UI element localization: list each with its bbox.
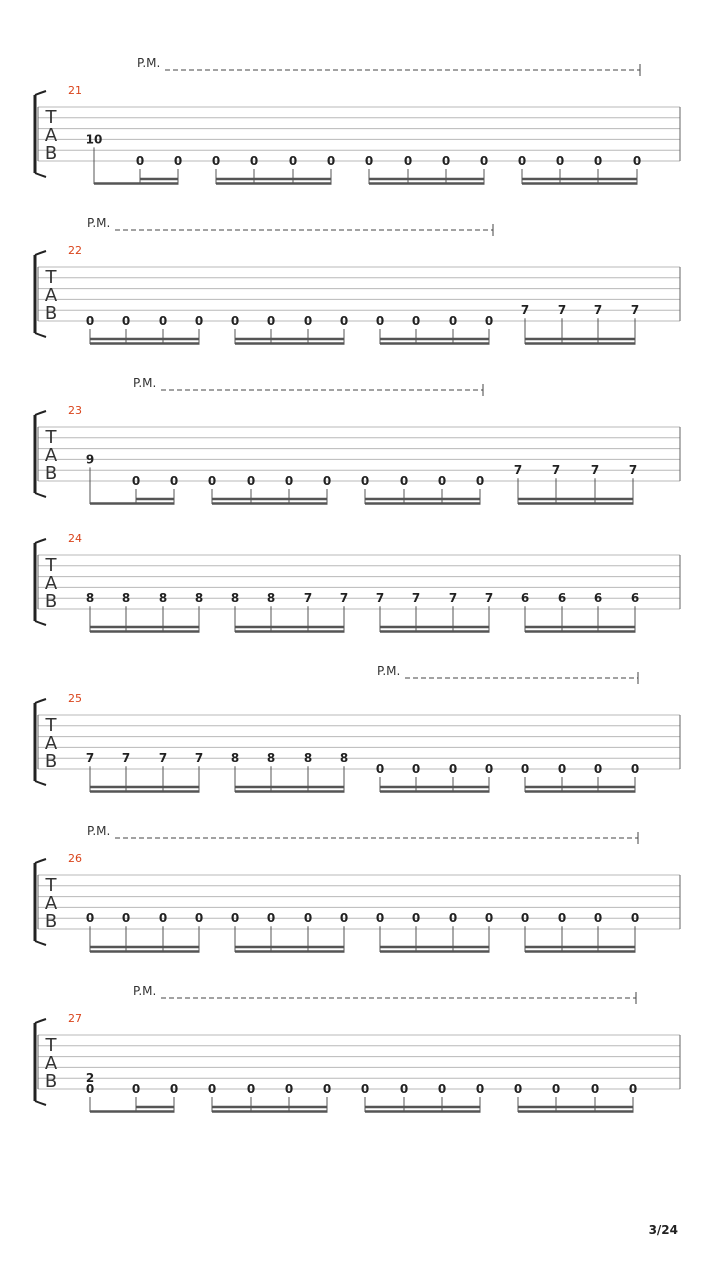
fret-number: 7: [590, 463, 600, 478]
fret-number: 0: [441, 154, 451, 168]
fret-number: 0: [284, 474, 294, 488]
fret-number: 7: [411, 591, 421, 606]
fret-number: 0: [131, 1082, 141, 1096]
measure-number: 27: [68, 1012, 82, 1025]
fret-number: 0: [630, 762, 640, 776]
fret-number: 0: [520, 911, 530, 926]
fret-number: 0: [630, 911, 640, 926]
tab-system-24: [35, 532, 680, 632]
fret-number: 10: [85, 132, 103, 147]
fret-number: 7: [448, 591, 458, 606]
fret-number: 0: [628, 1082, 638, 1096]
fret-number: 0: [632, 154, 642, 168]
fret-number: 0: [520, 762, 530, 776]
bracket-top-hook: [35, 539, 46, 543]
tab-clef-letter: A: [44, 1053, 58, 1074]
bracket-bottom-hook: [35, 941, 46, 945]
tab-clef-letter: B: [44, 751, 58, 772]
fret-number: 0: [121, 314, 131, 328]
fret-number: 7: [628, 463, 638, 478]
fret-number: 0: [322, 474, 332, 488]
fret-number: 8: [230, 591, 240, 606]
fret-number: 0: [517, 154, 527, 168]
tab-clef-letter: B: [44, 1071, 58, 1092]
fret-number: 0: [230, 911, 240, 926]
fret-number: 6: [520, 591, 530, 606]
fret-number: 0: [360, 1082, 370, 1096]
fret-number: 7: [630, 303, 640, 318]
fret-number: 0: [194, 911, 204, 926]
fret-number: 0: [266, 911, 276, 926]
tab-clef-letter: A: [44, 125, 58, 146]
fret-number: 0: [411, 314, 421, 328]
fret-number: 0: [85, 314, 95, 328]
measure-number: 25: [68, 692, 82, 705]
bracket-bottom-hook: [35, 333, 46, 337]
tab-system-25: [35, 664, 680, 792]
fret-number: 8: [194, 591, 204, 606]
fret-number: 8: [266, 751, 276, 766]
tab-clef-letter: B: [44, 911, 58, 932]
fret-number: 0: [169, 1082, 179, 1096]
fret-number: 7: [85, 751, 95, 766]
tab-clef-letter: B: [44, 143, 58, 164]
fret-number: 0: [411, 762, 421, 776]
tab-clef-letter: T: [45, 267, 57, 288]
bracket-top-hook: [35, 411, 46, 415]
measure-number: 24: [68, 532, 82, 545]
fret-number: 0: [364, 154, 374, 168]
fret-number: 0: [513, 1082, 523, 1096]
fret-number: 0: [303, 911, 313, 926]
fret-number: 0: [479, 154, 489, 168]
tab-clef-letter: A: [44, 893, 58, 914]
fret-number: 0: [246, 1082, 256, 1096]
palm-mute-label: P.M.: [133, 984, 157, 998]
fret-number: 0: [211, 154, 221, 168]
fret-number: 9: [85, 452, 95, 467]
bracket-bottom-hook: [35, 781, 46, 785]
fret-number: 0: [551, 1082, 561, 1096]
fret-number: 0: [448, 762, 458, 776]
tab-clef-letter: B: [44, 303, 58, 324]
fret-number: 0: [230, 314, 240, 328]
fret-number: 0: [448, 314, 458, 328]
measure-number: 26: [68, 852, 82, 865]
fret-number: 0: [194, 314, 204, 328]
bracket-top-hook: [35, 251, 46, 255]
measure-number: 22: [68, 244, 82, 257]
fret-number: 6: [557, 591, 567, 606]
fret-number: 7: [303, 591, 313, 606]
bracket-top-hook: [35, 91, 46, 95]
fret-number: 0: [121, 911, 131, 926]
fret-number: 0: [158, 314, 168, 328]
fret-number: 0: [284, 1082, 294, 1096]
fret-number: 0: [158, 911, 168, 926]
fret-number: 0: [375, 762, 385, 776]
fret-number: 0: [593, 154, 603, 168]
tab-clef-letter: T: [45, 427, 57, 448]
fret-number: 0: [484, 911, 494, 926]
fret-number: 7: [158, 751, 168, 766]
fret-number: 0: [339, 314, 349, 328]
tab-clef-letter: T: [45, 555, 57, 576]
fret-number: 0: [303, 314, 313, 328]
fret-number: 7: [121, 751, 131, 766]
fret-number: 0: [411, 911, 421, 926]
fret-number: 7: [520, 303, 530, 318]
fret-number: 0: [557, 762, 567, 776]
page-number: 3/24: [648, 1223, 678, 1237]
tab-clef-letter: A: [44, 445, 58, 466]
palm-mute-label: P.M.: [87, 824, 111, 838]
fret-number: 8: [158, 591, 168, 606]
fret-number: 6: [593, 591, 603, 606]
fret-number: 0: [484, 762, 494, 776]
tab-system-27: [35, 984, 680, 1112]
tab-systems: [35, 56, 680, 1112]
tab-clef-letter: B: [44, 463, 58, 484]
fret-number: 0: [85, 911, 95, 926]
fret-number: 0: [322, 1082, 332, 1096]
fret-number: 8: [339, 751, 349, 766]
fret-number: 0: [448, 911, 458, 926]
fret-number: 0: [399, 474, 409, 488]
tab-clef-letter: A: [44, 573, 58, 594]
bracket-top-hook: [35, 1019, 46, 1023]
fret-number: 0: [173, 154, 183, 168]
bracket-top-hook: [35, 859, 46, 863]
fret-number: 0: [360, 474, 370, 488]
palm-mute-label: P.M.: [133, 376, 157, 390]
fret-number: 7: [339, 591, 349, 606]
fret-number: 0: [375, 911, 385, 926]
measure-number: 23: [68, 404, 82, 417]
fret-number: 8: [266, 591, 276, 606]
bracket-top-hook: [35, 699, 46, 703]
bracket-bottom-hook: [35, 621, 46, 625]
fret-number: 0: [475, 474, 485, 488]
bracket-bottom-hook: [35, 493, 46, 497]
fret-number: 7: [194, 751, 204, 766]
fret-number: 0: [437, 1082, 447, 1096]
measure-number: 21: [68, 84, 82, 97]
fret-number: 0: [326, 154, 336, 168]
fret-number: 0: [266, 314, 276, 328]
tab-system-21: [35, 56, 680, 184]
tab-clef-letter: B: [44, 591, 58, 612]
fret-number: 7: [557, 303, 567, 318]
fret-number: 8: [85, 591, 95, 606]
fret-number: 0: [288, 154, 298, 168]
fret-number: 8: [303, 751, 313, 766]
fret-number: 0: [403, 154, 413, 168]
fret-number: 0: [475, 1082, 485, 1096]
fret-number: 7: [484, 591, 494, 606]
tab-clef-letter: T: [45, 875, 57, 896]
tab-clef-letter: T: [45, 107, 57, 128]
fret-number: 0: [555, 154, 565, 168]
fret-number: 0: [375, 314, 385, 328]
bracket-bottom-hook: [35, 1101, 46, 1105]
fret-number: 0: [246, 474, 256, 488]
fret-number: 0: [207, 474, 217, 488]
tab-system-23: [35, 376, 680, 504]
fret-number: 0: [437, 474, 447, 488]
palm-mute-label: P.M.: [377, 664, 401, 678]
fret-number: 0: [85, 1082, 95, 1096]
fret-number: 0: [249, 154, 259, 168]
palm-mute-label: P.M.: [87, 216, 111, 230]
palm-mute-label: P.M.: [137, 56, 161, 70]
fret-number: 7: [375, 591, 385, 606]
fret-number: 0: [169, 474, 179, 488]
tab-clef-letter: T: [45, 1035, 57, 1056]
fret-number: 7: [593, 303, 603, 318]
tab-system-22: [35, 216, 680, 344]
tab-system-26: [35, 824, 680, 952]
tab-clef-letter: T: [45, 715, 57, 736]
fret-number: 8: [230, 751, 240, 766]
tab-clef-letter: A: [44, 285, 58, 306]
fret-number: 7: [513, 463, 523, 478]
fret-number: 0: [590, 1082, 600, 1096]
fret-number: 6: [630, 591, 640, 606]
fret-number: 0: [207, 1082, 217, 1096]
bracket-bottom-hook: [35, 173, 46, 177]
fret-number: 0: [593, 911, 603, 926]
fret-number: 2: [85, 1071, 95, 1086]
fret-number: 0: [557, 911, 567, 926]
fret-number: 0: [339, 911, 349, 926]
fret-number: 0: [135, 154, 145, 168]
fret-number: 0: [484, 314, 494, 328]
fret-number: 0: [131, 474, 141, 488]
fret-number: 0: [399, 1082, 409, 1096]
fret-number: 7: [551, 463, 561, 478]
fret-number: 0: [593, 762, 603, 776]
fret-number: 8: [121, 591, 131, 606]
tab-clef-letter: A: [44, 733, 58, 754]
